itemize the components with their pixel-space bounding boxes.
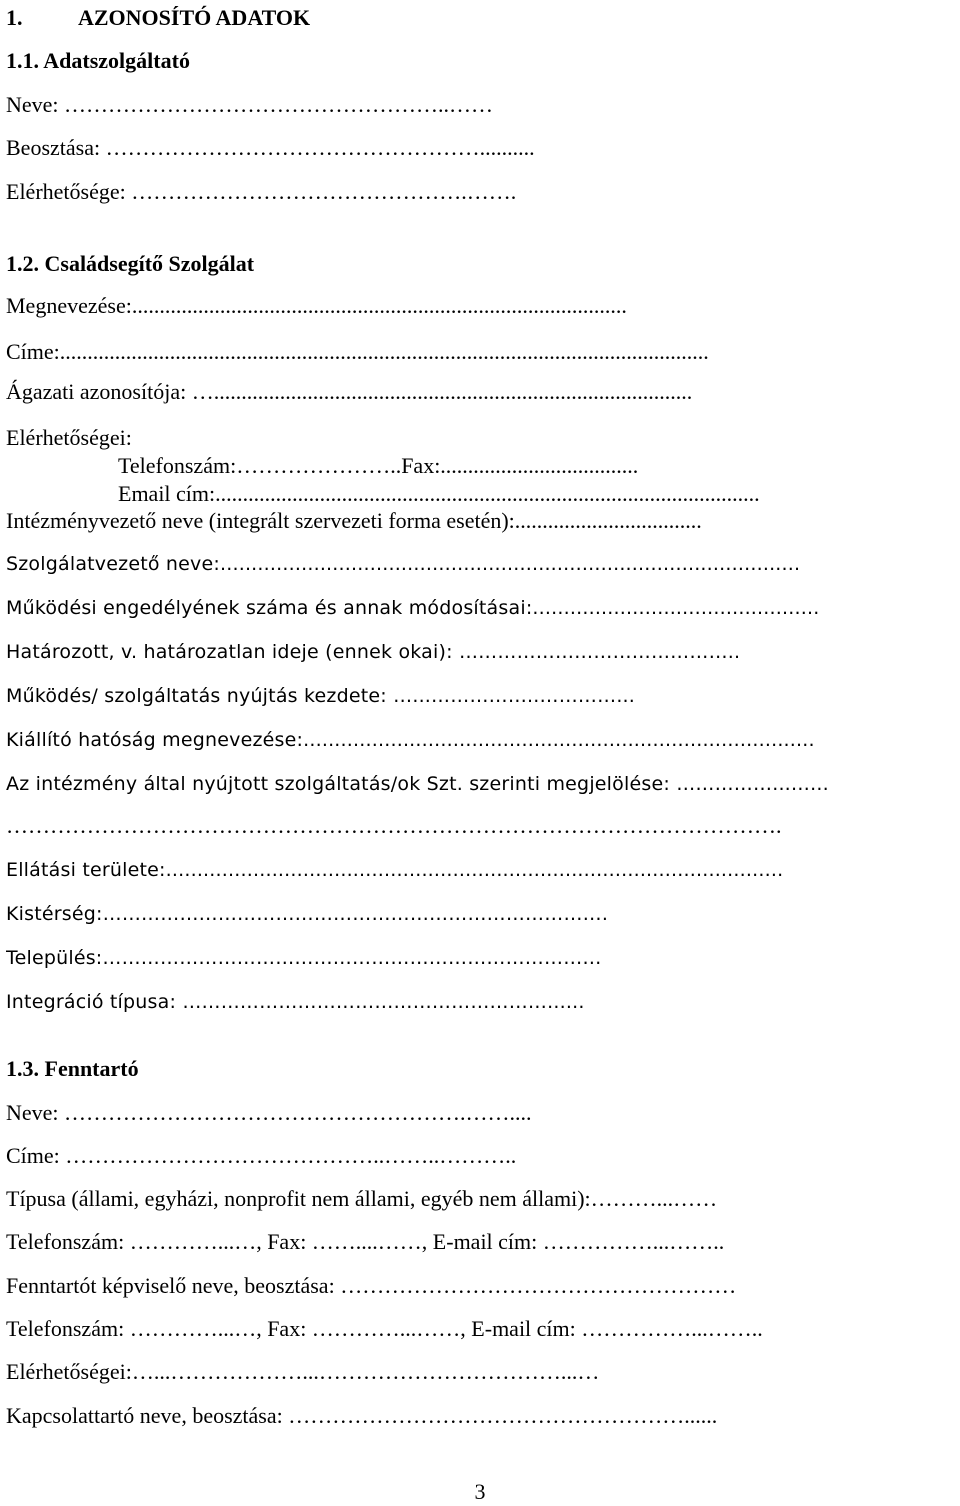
fill-line[interactable]: ……………………………………..……..……….. [65, 1143, 517, 1168]
field-neve [6, 91, 958, 119]
subsection-title-csaladsegito: 1.2. Családsegítő Szolgálat [6, 251, 255, 276]
subsection-title-fenntarto: 1.3. Fenntartó [6, 1056, 139, 1081]
field-label: Működés/ szolgáltatás nyújtás kezdete: [6, 685, 387, 707]
fill-line[interactable]: …………………………………………….......... [105, 135, 535, 160]
field-label: Kistérség: [6, 903, 103, 925]
field-fenntarto-kepviselo [6, 1272, 958, 1300]
fill-line[interactable]: ………………………………………………...... [288, 1403, 718, 1428]
field-ellatasi-terulete[interactable]: Ellátási területe:................................................................................................... [6, 859, 784, 881]
field-label: Neve: [6, 1100, 59, 1125]
fill-line[interactable]: …………...…, Fax: ……....……, E-mail cím: ……………...…….. [129, 1229, 725, 1254]
field-label: Telefonszám: [6, 1316, 125, 1341]
field-hatarozott-ideje [6, 638, 958, 666]
field-szolgalatvezeto[interactable]: Szolgálatvezető neve:............................................................................................. [6, 553, 801, 575]
fill-line[interactable]: ……………………………………………..…… [64, 92, 494, 117]
field-telefonszam-fax [118, 452, 958, 480]
field-label: Beosztása: [6, 135, 101, 160]
fill-line[interactable]: ……………………………………………… [340, 1273, 737, 1298]
field-email[interactable]: Email cím:................................................................................................... [118, 481, 760, 506]
field-telepules [6, 944, 958, 972]
section-title: AZONOSÍTÓ ADATOK [78, 5, 311, 30]
field-label: Címe: [6, 1143, 60, 1168]
section-number: 1. [6, 5, 23, 30]
field-mukodes-kezdete [6, 682, 958, 710]
field-agazati-azonosito [6, 378, 958, 406]
field-label: Integráció típusa: [6, 991, 177, 1013]
field-fenntarto-neve [6, 1099, 958, 1127]
fill-line[interactable]: …...……………..…………... [393, 685, 636, 707]
fill-line[interactable]: ……………………………………………………………………. [102, 903, 609, 925]
fill-line[interactable]: ……………...…... [676, 773, 829, 795]
field-cime[interactable]: Címe:...................................................................................................................... [6, 339, 709, 364]
field-mukodesi-engedely[interactable]: Működési engedélyének száma és annak módosításai:.............................................. [6, 597, 820, 619]
fill-line[interactable]: ………...…… [590, 1186, 718, 1211]
field-label: Telefonszám: [118, 453, 237, 478]
page-number: 3 [474, 1479, 486, 1504]
field-elerhetosege [6, 178, 958, 206]
field-fenntarto-cime [6, 1142, 958, 1170]
fill-line[interactable]: …………...…, Fax: …………...……, E-mail cím: ……………...…….. [129, 1316, 763, 1341]
fill-line[interactable]: …………………..Fax:.................................... [236, 453, 639, 478]
field-fenntarto-tipusa [6, 1185, 958, 1213]
field-fenntarto-telefonszam-2 [6, 1315, 958, 1343]
fill-line[interactable]: …………………………………………………………………… [102, 947, 602, 969]
field-label: Elérhetősége: [6, 179, 126, 204]
fill-line[interactable]: …....................................................................................... [191, 379, 693, 404]
field-kiallito-hatosag[interactable]: Kiállító hatóság megnevezése:.................................................................................. [6, 729, 815, 751]
field-label: Fenntartót képviselő neve, beosztása: [6, 1273, 335, 1298]
field-label: Neve: [6, 92, 59, 117]
fill-line[interactable]: …………………………………….. [458, 641, 741, 663]
field-fenntarto-telefonszam [6, 1228, 958, 1256]
field-intezmenyvezeto[interactable]: Intézményvezető neve (integrált szervezeti forma esetén):.................................. [6, 508, 702, 533]
field-fenntarto-elerhetosegei [6, 1358, 958, 1386]
field-kisterseg [6, 900, 958, 928]
field-szolgaltatasok-continuation[interactable]: ……………………………………………………………………………………………. [6, 813, 782, 838]
field-label: Az intézmény által nyújtott szolgáltatás/ok Szt. szerinti megjelölése: [6, 773, 670, 795]
section-heading [6, 4, 958, 32]
field-label: Határozott, v. határozatlan ideje (ennek okai): [6, 641, 453, 663]
field-integracio-tipusa [6, 988, 958, 1016]
field-megnevezese[interactable]: Megnevezése:.......................................................................................... [6, 293, 627, 318]
field-label: Település: [6, 947, 103, 969]
fill-line[interactable]: ……………………………………….……. [131, 179, 517, 204]
subsection-title-adatszolgaltato: 1.1. Adatszolgáltató [6, 48, 190, 73]
fill-line[interactable]: …...………………...……………………………...… [131, 1359, 600, 1384]
field-elerhetosegei-label: Elérhetőségei: [6, 425, 132, 450]
field-label: Ágazati azonosítója: [6, 379, 187, 404]
field-label: Kapcsolattartó neve, beosztása: [6, 1403, 283, 1428]
field-label: Típusa (állami, egyházi, nonprofit nem állami, egyéb nem állami): [6, 1186, 591, 1211]
fill-line[interactable]: …………………………………………………...... [182, 991, 585, 1013]
field-szolgaltatasok [6, 770, 958, 798]
fill-line[interactable]: ……………………………………………….…….... [64, 1100, 532, 1125]
field-kapcsolattarto [6, 1402, 958, 1430]
field-beosztasa [6, 134, 958, 162]
field-label: Telefonszám: [6, 1229, 125, 1254]
field-label: Elérhetőségei: [6, 1359, 132, 1384]
